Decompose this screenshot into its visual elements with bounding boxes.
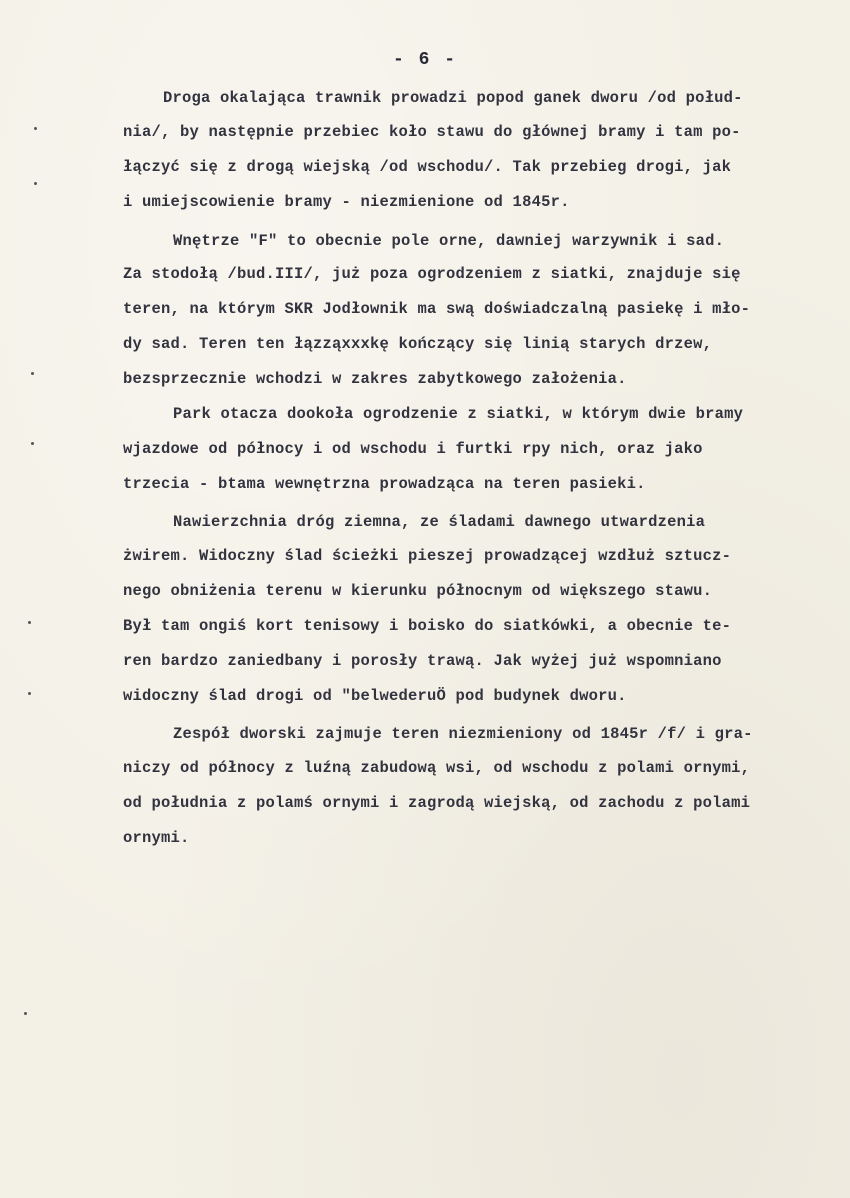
scan-speck <box>24 1012 27 1015</box>
scan-speck <box>28 692 31 695</box>
text-line: ornymi. <box>123 829 190 847</box>
text-line: Był tam ongiś kort tenisowy i boisko do siatkówki, a obecnie te- <box>123 617 732 635</box>
text-line: wjazdowe od północy i od wschodu i furtki rpy nich, oraz jako <box>123 440 703 458</box>
text-line: dy sad. Teren ten łązząxxxkę kończący się linią starych drzew, <box>123 335 713 353</box>
scan-speck <box>31 372 34 375</box>
text-line: widoczny ślad drogi od "belwederuÖ pod budynek dworu. <box>123 687 627 705</box>
scan-speck <box>34 127 37 130</box>
text-line: ren bardzo zaniedbany i porosły trawą. Jak wyżej już wspomniano <box>123 652 722 670</box>
text-line: nia/, by następnie przebiec koło stawu do głównej bramy i tam po- <box>123 123 741 141</box>
text-line: Za stodołą /bud.III/, już poza ogrodzeniem z siatki, znajduje się <box>123 265 741 283</box>
text-line: i umiejscowienie bramy - niezmienione od 1845r. <box>123 193 570 211</box>
text-line: Park otacza dookoła ogrodzenie z siatki, w którym dwie bramy <box>173 405 744 423</box>
page-number: - 6 - <box>392 50 457 70</box>
text-line: łączyć się z drogą wiejską /od wschodu/. Tak przebieg drogi, jak <box>123 158 732 176</box>
text-line: Wnętrze "F" to obecnie pole orne, dawniej warzywnik i sad. <box>173 232 725 250</box>
text-line: Droga okalająca trawnik prowadzi popod ganek dworu /od połud- <box>163 89 743 107</box>
text-line: teren, na którym SKR Jodłownik ma swą doświadczalną pasiekę i mło- <box>123 300 751 318</box>
text-line: Zespół dworski zajmuje teren niezmieniony od 1845r /f/ i gra- <box>173 725 753 743</box>
text-line: Nawierzchnia dróg ziemna, ze śladami dawnego utwardzenia <box>173 513 706 531</box>
text-line: żwirem. Widoczny ślad ścieżki pieszej prowadzącej wzdłuż sztucz- <box>123 547 732 565</box>
text-line: od południa z polamś ornymi i zagrodą wiejską, od zachodu z polami <box>123 794 751 812</box>
text-line: bezsprzecznie wchodzi w zakres zabytkowego założenia. <box>123 370 627 388</box>
text-line: trzecia - btama wewnętrzna prowadząca na teren pasieki. <box>123 475 646 493</box>
text-line: niczy od północy z luźną zabudową wsi, od wschodu z polami ornymi, <box>123 759 751 777</box>
text-line: nego obniżenia terenu w kierunku północnym od większego stawu. <box>123 582 713 600</box>
scan-speck <box>31 442 34 445</box>
scan-speck <box>34 182 37 185</box>
scan-speck <box>28 621 31 624</box>
